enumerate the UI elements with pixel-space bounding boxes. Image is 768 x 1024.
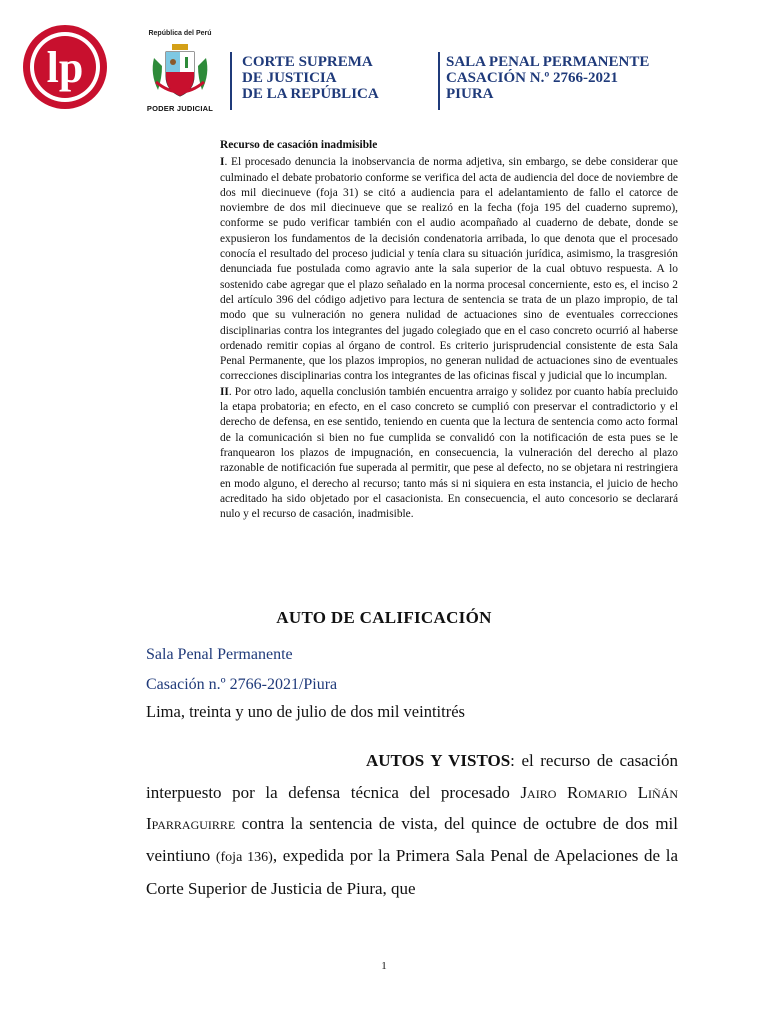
lp-logo-icon [22,24,108,110]
sala-line-3: PIURA [446,86,494,102]
crest-caption-top: República del Perú [148,30,212,37]
main-paragraph [146,745,678,905]
header-divider-left [230,52,232,110]
sala-line-1: SALA PENAL PERMANENTE [446,54,650,70]
sala-name: Sala Penal Permanente [146,646,293,663]
page-number: 1 [381,960,387,972]
header-divider-right [438,52,440,110]
paragraph-2-label: II [220,385,229,398]
paragraph-1-text: . El procesado denuncia la inobservancia de norma adjetiva, sin embargo, se debe considerar que culminado el debate probatorio conforme se verifica del acta de audiencia del doce de noviembre de dos mil diecinueve (foja 31) se citó a audiencia para el adelantamiento de fallo el catorce de noviembre de dos mil diecinueve que se realizó en la fecha (foja 195 del cuaderno supremo), conforme se pudo verificar también con el audio acompañado al cuaderno de debate, donde se expusieron los fundamentos de la decisión condenatoria arribada, lo que denota que el procesado conocía el resultado del proceso judicial y tenía clara su situación jurídica, asimismo, la trasgresión denunciada fue postulada como agravio ante la sala superior de la cual obtuvo respuesta. A lo sostenido cabe agregar que el plazo señalado en la norma procesal concerniente, esto es, el inciso 2 del artículo 396 del código adjetivo para lectura de sentencia se trata de un plazo impropio, de tal modo que su vulneración no genera nulidad de actuaciones sino de eventuales correcciones disciplinarias contra los integrantes del jugado colegiado que en el caso concreto ocurrió al haberse ordenado remitir copias al órgano de control. Es criterio jurisprudencial consistente de esta Sala Penal Permanente, que los plazos impropios, no generan nulidad de actuaciones sino de eventuales correcciones disciplinarias contra los integrantes de las oficinas fiscal y judicial que lo incumplan. [220,156,678,383]
paragraph-text-1: : el recurso de casación interpuesto por la defensa técnica del procesado [146,751,678,802]
court-name-line-3: DE LA REPÚBLICA [242,86,379,102]
paragraph-text-3: , expedida por la Primera Sala Penal de Apelaciones de la Corte Superior de Justicia de Piura, que [146,845,679,898]
court-name-line-2: DE JUSTICIA [242,70,337,86]
case-number: Casación n.º 2766-2021/Piura [146,676,338,693]
crest-caption-bottom: PODER JUDICIAL [146,104,214,113]
date-line: Lima, treinta y uno de julio de dos mil veintitrés [146,702,465,721]
summary-block [220,138,678,522]
lp-logo [22,24,108,110]
paragraph-1-label: I [220,156,225,169]
autos-y-vistos-heading: AUTOS Y VISTOS [366,751,511,770]
sala-line-2: CASACIÓN N.º 2766-2021 [446,70,619,86]
paragraph-text-2: contra la sentencia de vista, del quince de octubre de dos mil veintiuno [146,814,678,865]
court-name-line-1: CORTE SUPREMA [242,54,373,70]
foja-reference: (foja 136) [215,849,273,865]
lp-logo-text: lp [46,43,84,92]
summary-paragraph-1 [220,155,678,384]
summary-heading: Recurso de casación inadmisible [220,139,378,151]
document-title: AUTO DE CALIFICACIÓN [276,608,492,627]
poder-judicial-crest [140,30,220,116]
summary-paragraph-2 [220,385,678,523]
defendant-name: Jairo Romario Liñán Iparraguirre [146,782,678,833]
coat-of-arms-icon [148,38,212,102]
paragraph-2-text: . Por otro lado, aquella conclusión también encuentra arraigo y solidez por cuanto había precluido la etapa probatoria; en efecto, en el caso concreto se cumplió con preservar el contradictorio y el derecho de defensa, en ese sentido, teniendo en cuenta que la lectura de sentencia como acto formal de la comunicación si bien no fue cumplida se convalidó con la notificación de esta pues se le franquearon los plazos de impugnación, en consecuencia, la vulneración del derecho al plazo razonable de notificación fue superada al permitir, que pese al defecto, no se objetara ni restringiera en modo alguno, el derecho al recurso; tanto más si ni siquiera en esta instancia, el juicio de hecho acreditado ha sido objetado por el casacionista. En consecuencia, el auto concesorio se declarará nulo y el recurso de casación, inadmisible. [220,385,678,521]
